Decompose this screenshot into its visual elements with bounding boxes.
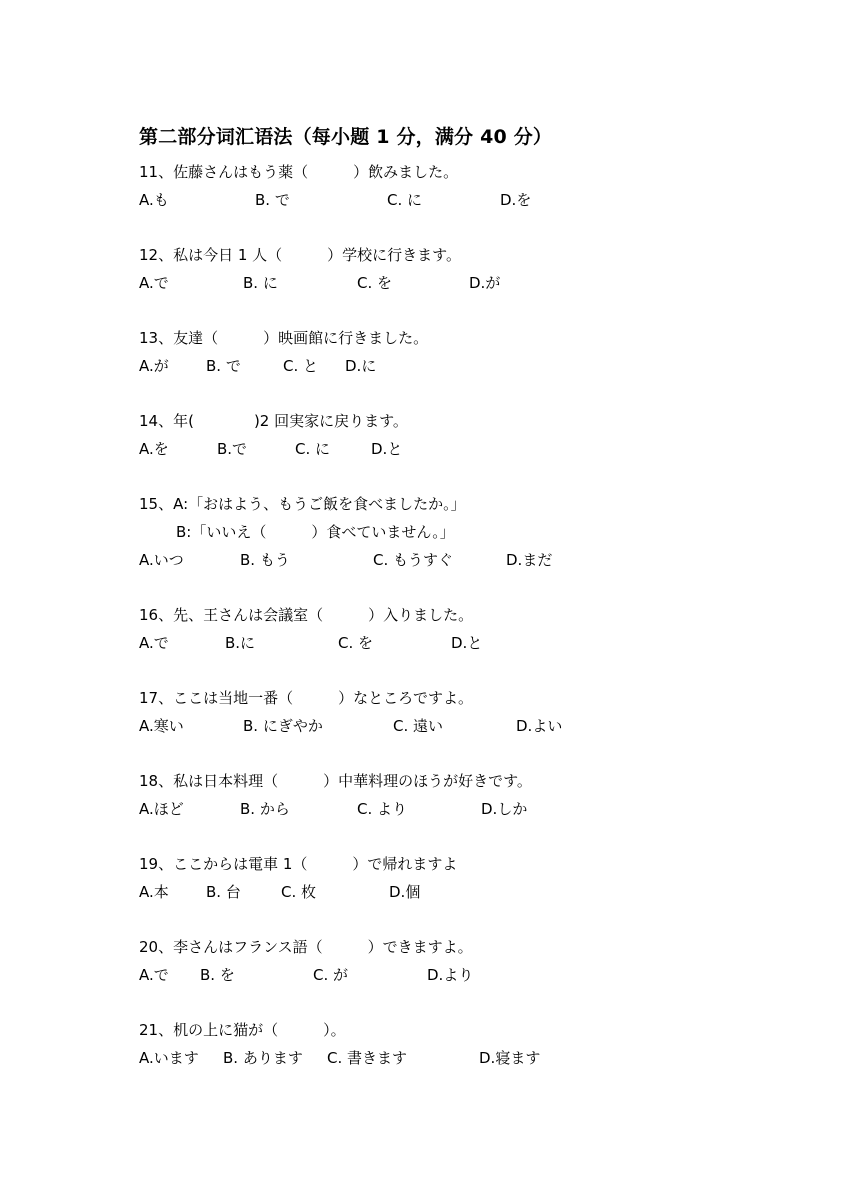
option-a: A.いつ <box>139 551 184 569</box>
option-b: B. から <box>240 800 290 818</box>
option-a: A.が <box>139 357 169 375</box>
answer-options <box>139 352 839 380</box>
answer-options <box>139 435 839 463</box>
question-stem: 21、机の上に猫が（ ）。 <box>139 1021 346 1039</box>
option-d: D.寝ます <box>479 1049 541 1067</box>
question-12 <box>139 241 839 297</box>
question-stem: 16、先、王さんは会議室（ ）入りました。 <box>139 606 474 624</box>
option-d: D.と <box>451 634 483 652</box>
question-stem: 19、ここからは電車 1（ ）で帰れますよ <box>139 855 458 873</box>
option-c: C. に <box>295 440 331 458</box>
question-13 <box>139 324 839 380</box>
option-d: D.に <box>345 357 377 375</box>
question-stem: 11、佐藤さんはもう薬（ ）飲みました。 <box>139 163 459 181</box>
option-b: B. で <box>255 191 290 209</box>
option-a: A.で <box>139 274 169 292</box>
option-b: B. 台 <box>206 883 241 901</box>
option-b: B. で <box>206 357 241 375</box>
question-16 <box>139 601 839 657</box>
answer-options <box>139 629 839 657</box>
option-d: D.よい <box>516 717 563 735</box>
option-c: C. 書きます <box>327 1049 408 1067</box>
question-15 <box>139 490 839 574</box>
question-11 <box>139 158 839 214</box>
question-17 <box>139 684 839 740</box>
question-stem: 17、ここは当地一番（ ）なところですよ。 <box>139 689 473 707</box>
answer-options <box>139 795 839 823</box>
option-b: B.で <box>217 440 248 458</box>
option-d: D.と <box>371 440 403 458</box>
question-stem: 20、李さんはフランス語（ ）できますよ。 <box>139 938 473 956</box>
option-b: B. にぎやか <box>243 717 323 735</box>
answer-options <box>139 712 839 740</box>
option-b: B. を <box>200 966 235 984</box>
option-a: A.ほど <box>139 800 184 818</box>
answer-options <box>139 269 839 297</box>
option-c: C. 枚 <box>281 883 317 901</box>
question-stem: 13、友達（ ）映画館に行きました。 <box>139 329 429 347</box>
question-18 <box>139 767 839 823</box>
option-d: D.より <box>427 966 474 984</box>
question-stem-line-2: B:「いいえ（ ）食べていません。」 <box>176 523 455 541</box>
option-a: A.も <box>139 191 169 209</box>
option-b: B.に <box>225 634 256 652</box>
option-c: C. を <box>357 274 393 292</box>
question-19 <box>139 850 839 906</box>
option-c: C. 遠い <box>393 717 444 735</box>
option-d: D.まだ <box>506 551 553 569</box>
option-a: A.寒い <box>139 717 184 735</box>
option-d: D.が <box>469 274 501 292</box>
option-c: C. が <box>313 966 349 984</box>
option-c: C. と <box>283 357 319 375</box>
option-b: B. もう <box>240 551 290 569</box>
option-c: C. より <box>357 800 408 818</box>
option-b: B. に <box>243 274 278 292</box>
answer-options <box>139 186 839 214</box>
option-a: A.で <box>139 966 169 984</box>
answer-options <box>139 546 839 574</box>
answer-options <box>139 961 839 989</box>
answer-options <box>139 878 839 906</box>
question-14 <box>139 407 839 463</box>
question-stem: 18、私は日本料理（ ）中華料理のほうが好きです。 <box>139 772 532 790</box>
option-c: C. に <box>387 191 423 209</box>
question-stem: 12、私は今日 1 人（ ）学校に行きます。 <box>139 246 461 264</box>
option-a: A.で <box>139 634 169 652</box>
option-d: D.を <box>500 191 532 209</box>
answer-options <box>139 1044 839 1072</box>
question-stem: 14、年( )2 回実家に戻ります。 <box>139 412 408 430</box>
option-c: C. を <box>338 634 374 652</box>
option-b: B. あります <box>223 1049 303 1067</box>
option-d: D.個 <box>389 883 421 901</box>
question-stem: 15、A:「おはよう、もうご飯を食べましたか。」 <box>139 495 466 513</box>
option-c: C. もうすぐ <box>373 551 454 569</box>
question-20 <box>139 933 839 989</box>
option-a: A.います <box>139 1049 199 1067</box>
option-a: A.本 <box>139 883 169 901</box>
question-21 <box>139 1016 839 1072</box>
option-a: A.を <box>139 440 169 458</box>
section-title: 第二部分词汇语法（每小题 1 分，满分 40 分） <box>139 126 553 148</box>
option-d: D.しか <box>481 800 528 818</box>
